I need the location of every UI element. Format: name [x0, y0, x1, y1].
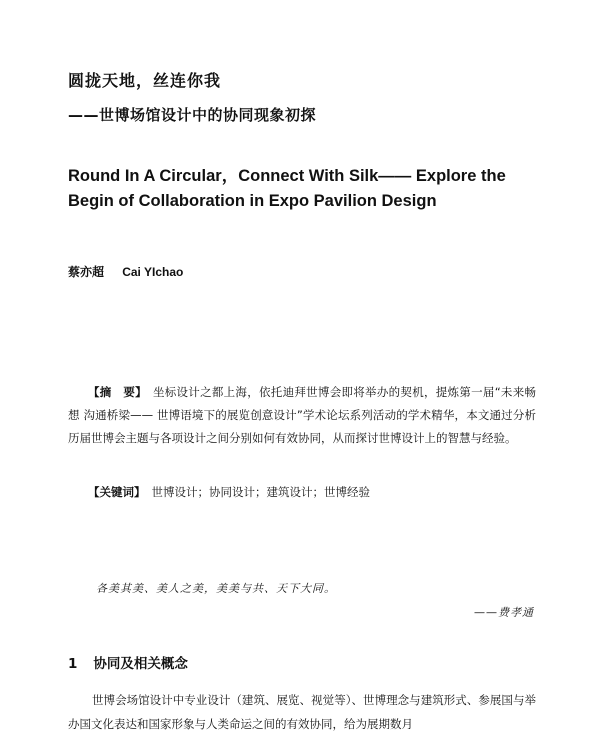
epigraph-quote: 各美其美、美人之美，美美与共、天下大同。 [96, 582, 336, 595]
section-title: 协同及相关概念 [93, 656, 188, 672]
english-title: Round In A Circular，Connect With Silk—— Explore the Begin of Collaboration in Expo Pavilion Design [68, 167, 506, 210]
abstract-label: 【摘 要】 [88, 385, 147, 399]
epigraph-attribution: ——费孝通 [474, 606, 534, 619]
author-chinese-name: 蔡亦超 [68, 265, 105, 279]
section-number: 1 [68, 656, 78, 672]
body-paragraph: 世博会场馆设计中专业设计（建筑、展览、视觉等）、世博理念与建筑形式、参展国与举办国文化表达和国家形象与人类命运之间的有效协同，给为展期数月 [68, 693, 536, 731]
author-line [68, 263, 183, 280]
keywords-label: 【关键词】 [88, 485, 146, 499]
abstract-text: 坐标设计之都上海，依托迪拜世博会即将举办的契机，提炼第一届“未来畅想 沟通桥梁—— 世博语境下的展览创意设计”学术论坛系列活动的学术精华，本文通过分析历届世博会主题与各项设计之间分别如何有效协同，从而探讨世博设计上的智慧与经验。 [68, 385, 536, 445]
section-heading [68, 652, 188, 672]
keywords [88, 482, 538, 502]
author-english-name: Cai YIchao [122, 265, 184, 279]
chinese-title: 圆拢天地，丝连你我 [68, 71, 222, 90]
keywords-text: 世博设计；协同设计；建筑设计；世博经验 [151, 485, 370, 499]
chinese-subtitle: ——世博场馆设计中的协同现象初探 [68, 106, 317, 124]
abstract [68, 381, 536, 450]
